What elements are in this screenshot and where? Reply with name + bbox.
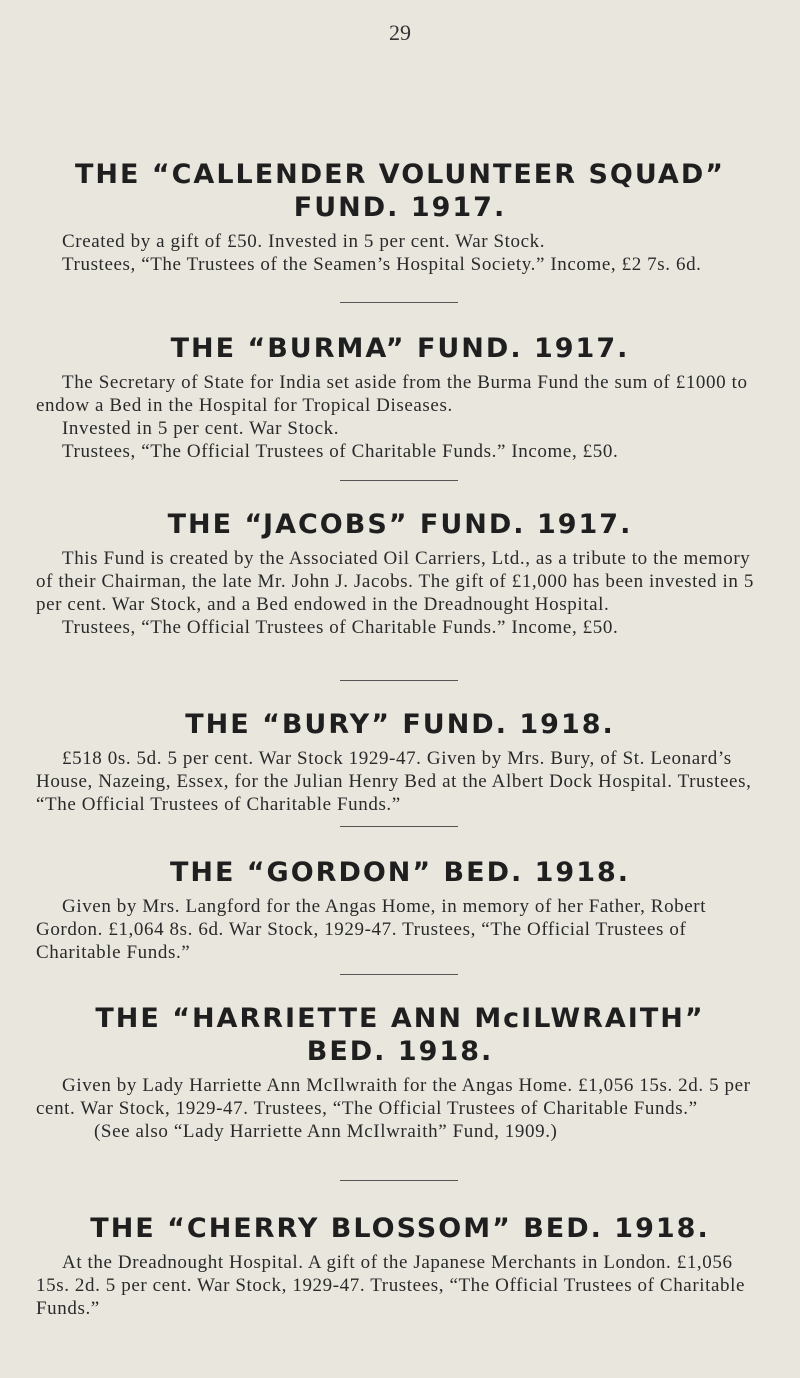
heading-line: THE “CALLENDER VOLUNTEER SQUAD” [75,159,725,190]
heading-line: THE “BURY” FUND. 1918. [185,709,615,740]
entry-gordon-bed [0,856,800,964]
entry-paragraph: Trustees, “The Official Trustees of Charitable Funds.” Income, £50. [62,441,619,462]
heading-line: THE “GORDON” BED. 1918. [169,857,631,888]
entry-body [36,747,770,816]
page-number: 29 [389,20,411,45]
entry-mcilwraith-bed [0,1002,800,1143]
entry-body [36,547,770,639]
entry-paragraph: Given by Mrs. Langford for the Angas Home, in memory of her Father, Robert Gordon. £1,064 8s. 6d. War Stock, 1929-47. Trustees, “The Official Trustees of Charitable Funds.” [36,896,707,963]
entry-bury-fund [0,708,800,816]
section-divider [340,680,458,681]
entry-body [36,371,770,463]
entry-heading [24,1212,776,1245]
entry-heading [24,158,776,224]
entry-paragraph: This Fund is created by the Associated Oil Carriers, Ltd., as a tribute to the memory of their Chairman, the late Mr. John J. Jacobs. The gift of £1,000 has been invested in 5 per cent. War Stock, and a Bed endowed in the Dreadnought Hospital. [36,548,754,615]
entry-body [36,1251,770,1320]
entry-paragraph: Given by Lady Harriette Ann McIlwraith for the Angas Home. £1,056 15s. 2d. 5 per cent. War Stock, 1929-47. Trustees, “The Official Trustees of Charitable Funds.” [36,1075,751,1119]
section-divider [340,302,458,303]
heading-line: BED. 1918. [306,1036,494,1067]
entry-body [36,230,770,276]
section-divider [340,480,458,481]
entry-paragraph: £518 0s. 5d. 5 per cent. War Stock 1929-47. Given by Mrs. Bury, of St. Leonard’s House, Nazeing, Essex, for the Julian Henry Bed at the Albert Dock Hospital. Trustees, “The Official Trustees of Charitable Funds.” [36,748,752,815]
entry-heading [24,332,776,365]
heading-line: THE “CHERRY BLOSSOM” BED. 1918. [90,1213,710,1244]
entry-body [36,1074,770,1143]
entry-paragraph: At the Dreadnought Hospital. A gift of the Japanese Merchants in London. £1,056 15s. 2d. 5 per cent. War Stock, 1929-47. Trustees, “The Official Trustees of Charitable Funds.” [36,1252,746,1319]
heading-line: THE “BURMA” FUND. 1917. [170,333,630,364]
entry-paragraph: The Secretary of State for India set aside from the Burma Fund the sum of £1000 to endow a Bed in the Hospital for Tropical Diseases. [36,372,748,416]
heading-line: THE “JACOBS” FUND. 1917. [167,509,633,540]
entry-heading [24,856,776,889]
entry-jacobs-fund [0,508,800,639]
entry-cherry-blossom-bed [0,1212,800,1320]
section-divider [340,1180,458,1181]
heading-line: FUND. 1917. [293,192,507,223]
entry-paragraph: Trustees, “The Trustees of the Seamen’s Hospital Society.” Income, £2 7s. 6d. [62,254,702,275]
section-divider [340,974,458,975]
see-also-note: (See also “Lady Harriette Ann McIlwraith” Fund, 1909.) [94,1121,558,1142]
entry-paragraph: Invested in 5 per cent. War Stock. [62,418,340,439]
entry-heading [24,708,776,741]
entry-burma-fund [0,332,800,463]
section-divider [340,826,458,827]
entry-heading [24,508,776,541]
entry-heading [24,1002,776,1068]
entry-paragraph: Created by a gift of £50. Invested in 5 per cent. War Stock. [62,231,546,252]
entry-body [36,895,770,964]
entry-callender-fund [0,158,800,276]
entry-paragraph: Trustees, “The Official Trustees of Charitable Funds.” Income, £50. [62,617,619,638]
heading-line: THE “HARRIETTE ANN McILWRAITH” [95,1003,705,1034]
